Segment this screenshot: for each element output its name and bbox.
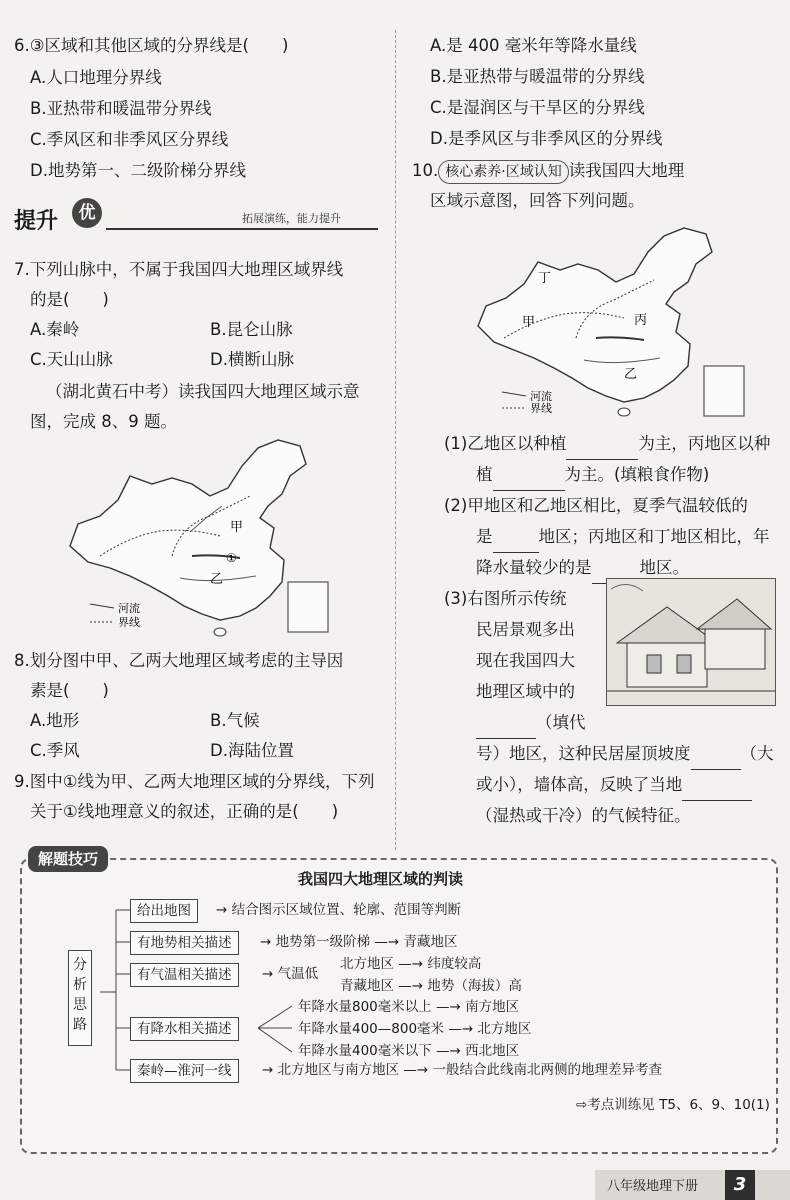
q7-option-c[interactable]: C.天山山脉 (30, 350, 113, 369)
q8-stem-cont: 素是( ) (30, 681, 109, 700)
q9-stem-cont: 关于①线地理意义的叙述，正确的是( ) (30, 802, 339, 821)
page-footer (595, 1142, 790, 1200)
tips-text-terrain: → 地势第一级阶梯 —→ 青藏地区 (260, 934, 458, 950)
q6-option-b[interactable]: B.亚热带和暖温带分界线 (30, 99, 212, 118)
q7-stem-cont: 的是( ) (30, 290, 109, 309)
tips-rain-branch-1: 年降水量800毫米以上 —→ 南方地区 (298, 999, 520, 1015)
q10-part1: (1)乙地区以种植 为主，丙地区以种 (444, 428, 770, 460)
tips-box-qinling: 秦岭—淮河一线 (130, 1059, 239, 1083)
tips-tag: 解题技巧 (28, 846, 108, 872)
q8-option-c[interactable]: C.季风 (30, 741, 80, 760)
q9-stem: 9.图中①线为甲、乙两大地理区域的分界线，下列 (14, 772, 375, 791)
q10-part3-l7: 或小），墙体高，反映了当地 (476, 769, 752, 801)
tips-text-map: → 结合图示区域位置、轮廓、范围等判断 (216, 902, 462, 918)
q10-stem-text: 读我国四大地理 (568, 161, 685, 180)
q10-blank-7[interactable] (682, 769, 752, 801)
q7-stem: 7.下列山脉中，不属于我国四大地理区域界线 (14, 260, 344, 279)
tips-temp-branch-1: 北方地区 —→ 纬度较高 (340, 956, 482, 972)
section-badge: 优 (72, 198, 102, 228)
q6-option-a[interactable]: A.人口地理分界线 (30, 68, 162, 87)
page-number: 3 (725, 1170, 755, 1200)
tips-box-terrain: 有地势相关描述 (130, 931, 239, 955)
tips-title: 我国四大地理区域的判读 (298, 870, 464, 888)
tips-box-map: 给出地图 (130, 899, 198, 923)
map-right-label-yi: 乙 (624, 366, 638, 381)
tips-box-temperature: 有气温相关描述 (130, 963, 239, 987)
section-title: 提升 (14, 209, 59, 234)
q9-option-b[interactable]: B.是亚热带与暖温带的分界线 (430, 67, 645, 86)
q10-number: 10. (412, 161, 439, 180)
tips-rain-branch-2: 年降水量400—800毫米 —→ 北方地区 (298, 1021, 532, 1037)
q7-option-b[interactable]: B.昆仑山脉 (210, 320, 293, 339)
q10-part3-l1: (3)右图所示传统 (444, 589, 567, 608)
tips-rain-fork (258, 996, 298, 1066)
q10-part2-cont2: 降水量较少的是 地区。 (476, 552, 689, 584)
intro-line2: 图，完成 8、9 题。 (30, 412, 177, 431)
tips-reference[interactable]: ⇨考点训练见 T5、6、9、10(1) (576, 1097, 770, 1113)
section-underline (106, 228, 378, 230)
q7-option-a[interactable]: A.秦岭 (30, 320, 80, 339)
q10-part2-cont: 是 地区；丙地区和丁地区相比，年 (476, 521, 770, 553)
q8-option-b[interactable]: B.气候 (210, 711, 260, 730)
q10-blank-1[interactable] (566, 428, 638, 460)
house-drawing (607, 579, 775, 705)
q10-blank-6[interactable] (691, 738, 741, 770)
intro-line1: （湖北黄石中考）读我国四大地理区域示意 (46, 382, 360, 401)
q6-option-c[interactable]: C.季风区和非季风区分界线 (30, 130, 229, 149)
china-regions-map-left (60, 436, 350, 646)
tips-rain-branch-3: 年降水量400毫米以下 —→ 西北地区 (298, 1043, 520, 1059)
q6-option-d[interactable]: D.地势第一、二级阶梯分界线 (30, 161, 246, 180)
q8-option-a[interactable]: A.地形 (30, 711, 80, 730)
map-right-label-jia: 甲 (522, 314, 536, 329)
map-right-label-bing: 丙 (634, 312, 648, 327)
q10-blank-3[interactable] (493, 521, 539, 553)
q10-part3-l8: （湿热或干冷）的气候特征。 (476, 806, 691, 825)
q6-stem: 6.③区域和其他区域的分界线是( ) (14, 36, 289, 55)
q10-part2: (2)甲地区和乙地区相比，夏季气温较低的 (444, 496, 748, 515)
q10-part3-l3: 现在我国四大 (476, 651, 575, 670)
map-right-legend-border: 界线 (530, 403, 552, 415)
q10-part3-l2: 民居景观多出 (476, 620, 575, 639)
map-right-label-ding: 丁 (538, 270, 552, 285)
q10-stem-cont: 区域示意图，回答下列问题。 (430, 191, 645, 210)
map-left-label-yi: 乙 (210, 571, 224, 586)
q8-option-d[interactable]: D.海陆位置 (210, 741, 294, 760)
traditional-house-illustration (606, 578, 776, 706)
tips-text-temperature: → 气温低 (262, 966, 319, 982)
tips-text-qinling: → 北方地区与南方地区 —→ 一般结合此线南北两侧的地理差异考查 (262, 1062, 663, 1078)
column-divider (395, 30, 396, 850)
q10-part3-l6: 号）地区，这种民居屋顶坡度 （大 (476, 738, 774, 770)
q9-option-d[interactable]: D.是季风区与非季风区的分界线 (430, 129, 663, 148)
q8-stem: 8.划分图中甲、乙两大地理区域考虑的主导因 (14, 651, 344, 670)
q10-part3-l4: 地理区域中的 (476, 682, 575, 701)
map-left-label-jia: 甲 (230, 519, 244, 534)
q10-tag: 核心素养·区域认知 (438, 160, 568, 184)
map-right-legend-river: 河流 (530, 391, 552, 403)
q10-part1-cont: 植 为主。(填粮食作物) (476, 459, 709, 491)
map-left-legend-river: 河流 (118, 603, 140, 615)
q10-part3-l5: （填代 (476, 707, 586, 739)
tips-side-label: 分析思路 (68, 950, 92, 1046)
tips-temp-branch-2: 青藏地区 —→ 地势（海拔）高 (340, 978, 522, 994)
q9-option-c[interactable]: C.是湿润区与干旱区的分界线 (430, 98, 645, 117)
map-left-label-line1: ① (226, 551, 237, 565)
tips-box-rainfall: 有降水相关描述 (130, 1017, 239, 1041)
footer-book-title: 八年级地理下册 (607, 1179, 699, 1194)
section-subtitle: 拓展演练，能力提升 (242, 212, 341, 225)
map-left-legend-border: 界线 (118, 617, 140, 629)
q10-stem (412, 155, 684, 186)
q9-option-a[interactable]: A.是 400 毫米年等降水量线 (430, 36, 637, 55)
china-regions-map-right (468, 226, 758, 422)
section-header (14, 198, 386, 236)
q10-blank-2[interactable] (493, 459, 565, 491)
q7-option-d[interactable]: D.横断山脉 (210, 350, 294, 369)
q10-blank-5[interactable] (476, 707, 536, 739)
